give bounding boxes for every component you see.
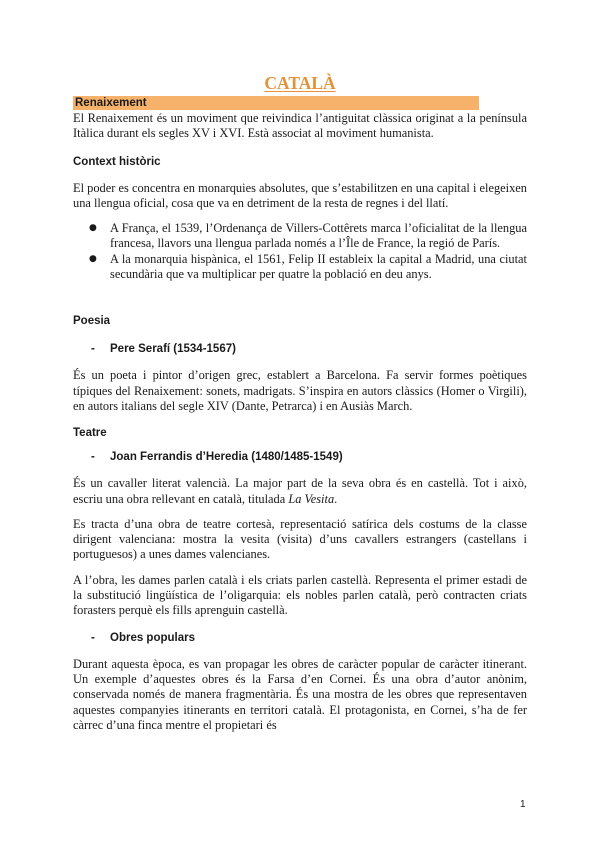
context-title: Context històric — [73, 155, 161, 168]
teatre-paragraph-2: Es tracta d’una obra de teatre cortesà, representació satírica dels costums de la classe dirigent valenciana: mostra la vesita (visita) d’uns cavallers estrangers (castellans i portuguesos) a unes dames valencianes. — [73, 516, 527, 562]
teatre-paragraph-3: A l’obra, les dames parlen català i els criats parlen castellà. Representa el primer estadi de la substitució lingüística de l’oligarquia: els nobles parlen català, però contracten criats forasters perquè els fills aprenguin castellà. — [73, 572, 527, 618]
section-heading-renaixement: Renaixement — [73, 96, 479, 110]
document-title: CATALÀ — [264, 73, 336, 93]
bullet-text: A la monarquia hispànica, el 1561, Felip II estableix la capital a Madrid, una ciutat secundària que va multiplicar per quatre la població en deu anys. — [110, 251, 527, 282]
dash-icon: - — [91, 451, 95, 464]
dash-icon: - — [91, 631, 95, 644]
bullet-item — [73, 221, 527, 252]
bullet-icon: ● — [89, 223, 97, 234]
teatre-p1-end: . — [334, 491, 338, 506]
context-paragraph: El poder es concentra en monarquies absolutes, que s’estabilitzen en una capital i elegeixen una llengua oficial, cosa que va en detriment de la resta de regnes i del llatí. — [73, 180, 527, 210]
teatre-paragraph-1 — [73, 476, 527, 507]
teatre-author: Joan Ferrandis d’Heredia (1480/1485-1549) — [110, 451, 343, 464]
obres-paragraph: Durant aquesta època, es van propagar les obres de caràcter popular de caràcter itinerant. Un exemple d’aquestes obres és la Farsa d’en Cornei. És una obra d’autor anònim, conservada només de manera fragmentària. És una mostra de les obres que representaven aquestes companyies itinerants en territori català. El protagonista, en Cornei, s’ha de fer càrrec d’una finca mentre el propietari és — [73, 656, 527, 732]
teatre-title: Teatre — [73, 427, 107, 440]
obres-populars-title: Obres populars — [110, 631, 195, 644]
context-bullet-list — [73, 221, 527, 282]
poesia-title: Poesia — [73, 315, 111, 328]
dash-icon: - — [91, 343, 95, 356]
bullet-text: A França, el 1539, l’Ordenança de Villers-Cottêrets marca l’oficialitat de la llengua francesa, llavors una llengua parlada només a l’Île de France, la regió de París. — [110, 221, 527, 251]
page-number: 1 — [520, 799, 526, 810]
bullet-icon: ● — [89, 253, 97, 264]
poesia-author: Pere Serafí (1534-1567) — [110, 343, 236, 356]
work-title-la-vesita: La Vesita — [288, 491, 335, 506]
poesia-author-item — [73, 342, 527, 357]
teatre-author-item — [73, 450, 527, 465]
bullet-item — [73, 252, 527, 283]
teatre-p1-text: És un cavaller literat valencià. La major part de la seva obra és en castellà. Tot i això, escriu una obra rellevant en català, titulada — [73, 476, 527, 506]
document-content — [73, 72, 527, 733]
intro-paragraph: El Renaixement és un moviment que reivindica l’antiguitat clàssica originat a la península Itàlica durant els segles XV i XVI. Està associat al moviment humanista. — [73, 111, 527, 141]
poesia-paragraph: És un poeta i pintor d’origen grec, establert a Barcelona. Fa servir formes poètiques típiques del Renaixement: sonets, madrigats. S’inspira en autors clàssics (Homer o Virgili), en autors italians del segle XIV (Dante, Petrarca) i en Ausiàs March. — [73, 368, 527, 413]
obres-populars-item — [73, 631, 527, 646]
